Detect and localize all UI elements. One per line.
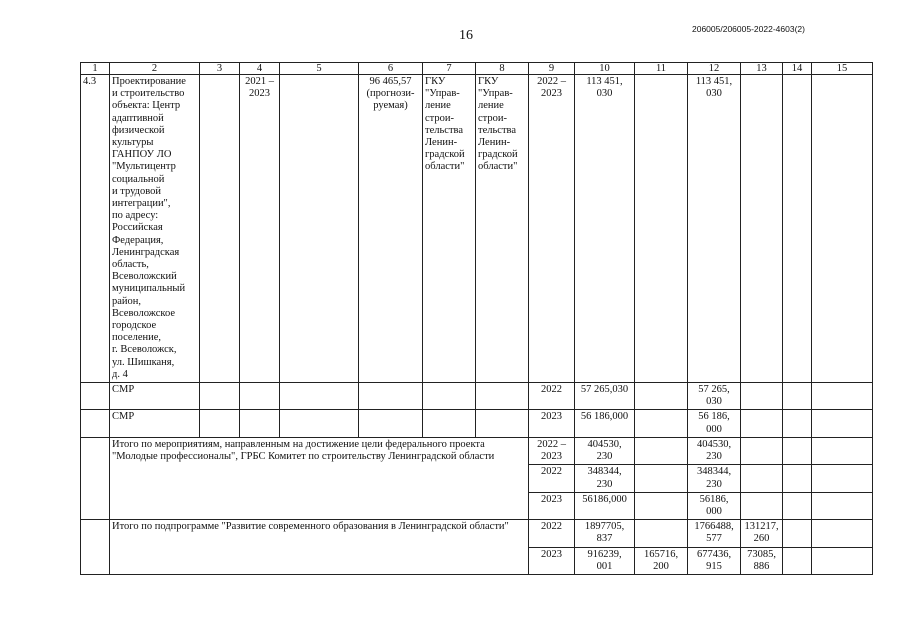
column-header: 4 <box>240 63 280 75</box>
column-header: 7 <box>423 63 476 75</box>
summary-year: 2023 <box>529 547 575 574</box>
column-header: 9 <box>529 63 575 75</box>
summary-local: 131217, 260 <box>741 520 783 547</box>
summary-total: 348344, 230 <box>575 465 635 492</box>
budget-table <box>80 62 873 575</box>
smr-label: СМР <box>110 383 200 410</box>
summary-total: 404530, 230 <box>575 437 635 464</box>
document-id: 206005/206005-2022-4603(2) <box>692 24 805 34</box>
smr-regional: 57 265, 030 <box>688 383 741 410</box>
item-regional: 113 451, 030 <box>688 75 741 383</box>
summary-local: 73085, 886 <box>741 547 783 574</box>
column-header: 12 <box>688 63 741 75</box>
item-total: 113 451, 030 <box>575 75 635 383</box>
summary-regional: 56186, 000 <box>688 492 741 519</box>
summary-total: 1897705, 837 <box>575 520 635 547</box>
item-years: 2021 – 2023 <box>240 75 280 383</box>
smr-year: 2023 <box>529 410 575 437</box>
item-developer: ГКУ "Управ- ление строи- тельства Ленин- градской области" <box>476 75 529 383</box>
header-row <box>81 63 873 75</box>
table-row <box>81 437 873 464</box>
summary-total: 916239, 001 <box>575 547 635 574</box>
summary-regional: 404530, 230 <box>688 437 741 464</box>
summary-year: 2023 <box>529 492 575 519</box>
column-header: 5 <box>280 63 359 75</box>
summary-year: 2022 – 2023 <box>529 437 575 464</box>
column-header: 8 <box>476 63 529 75</box>
smr-total: 57 265,030 <box>575 383 635 410</box>
summary-regional: 348344, 230 <box>688 465 741 492</box>
summary-subprogram-label: Итого по подпрограмме "Развитие современного образования в Ленинградской области" <box>110 520 529 575</box>
column-header: 10 <box>575 63 635 75</box>
smr-year: 2022 <box>529 383 575 410</box>
item-code: 4.3 <box>81 75 110 383</box>
column-header: 15 <box>812 63 873 75</box>
table-row <box>81 410 873 437</box>
column-header: 1 <box>81 63 110 75</box>
item-customer: ГКУ "Управ- ление строи- тельства Ленин- градской области" <box>423 75 476 383</box>
smr-regional: 56 186, 000 <box>688 410 741 437</box>
column-header: 3 <box>200 63 240 75</box>
summary-federal: 165716, 200 <box>635 547 688 574</box>
summary-federal <box>635 520 688 547</box>
summary-year: 2022 <box>529 520 575 547</box>
column-header: 11 <box>635 63 688 75</box>
item-period: 2022 – 2023 <box>529 75 575 383</box>
column-header: 2 <box>110 63 200 75</box>
item-name: Проектирование и строительство объекта: Центр адаптивной физической культуры ГАНПОУ ЛО "Мультицентр социальной и трудовой интеграции", по адресу: Российская Федерация, Ленинградская область, Всеволожский муниципальный район, Всеволожское городское поселение, г. Всеволожск, ул. Шишканя, д. 4 <box>110 75 200 383</box>
column-header: 13 <box>741 63 783 75</box>
table-row <box>81 383 873 410</box>
summary-regional: 1766488, 577 <box>688 520 741 547</box>
summary-project-label: Итого по мероприятиям, направленным на достижение цели федерального проекта "Молодые профессионалы", ГРБС Комитет по строительству Ленинградской области <box>110 437 529 519</box>
item-cost: 96 465,57 (прогнози- руемая) <box>359 75 423 383</box>
summary-total: 56186,000 <box>575 492 635 519</box>
summary-regional: 677436, 915 <box>688 547 741 574</box>
table-row <box>81 75 873 383</box>
table-row <box>81 520 873 547</box>
column-header: 14 <box>783 63 812 75</box>
summary-year: 2022 <box>529 465 575 492</box>
smr-total: 56 186,000 <box>575 410 635 437</box>
page-number: 16 <box>459 28 473 43</box>
smr-label: СМР <box>110 410 200 437</box>
column-header: 6 <box>359 63 423 75</box>
